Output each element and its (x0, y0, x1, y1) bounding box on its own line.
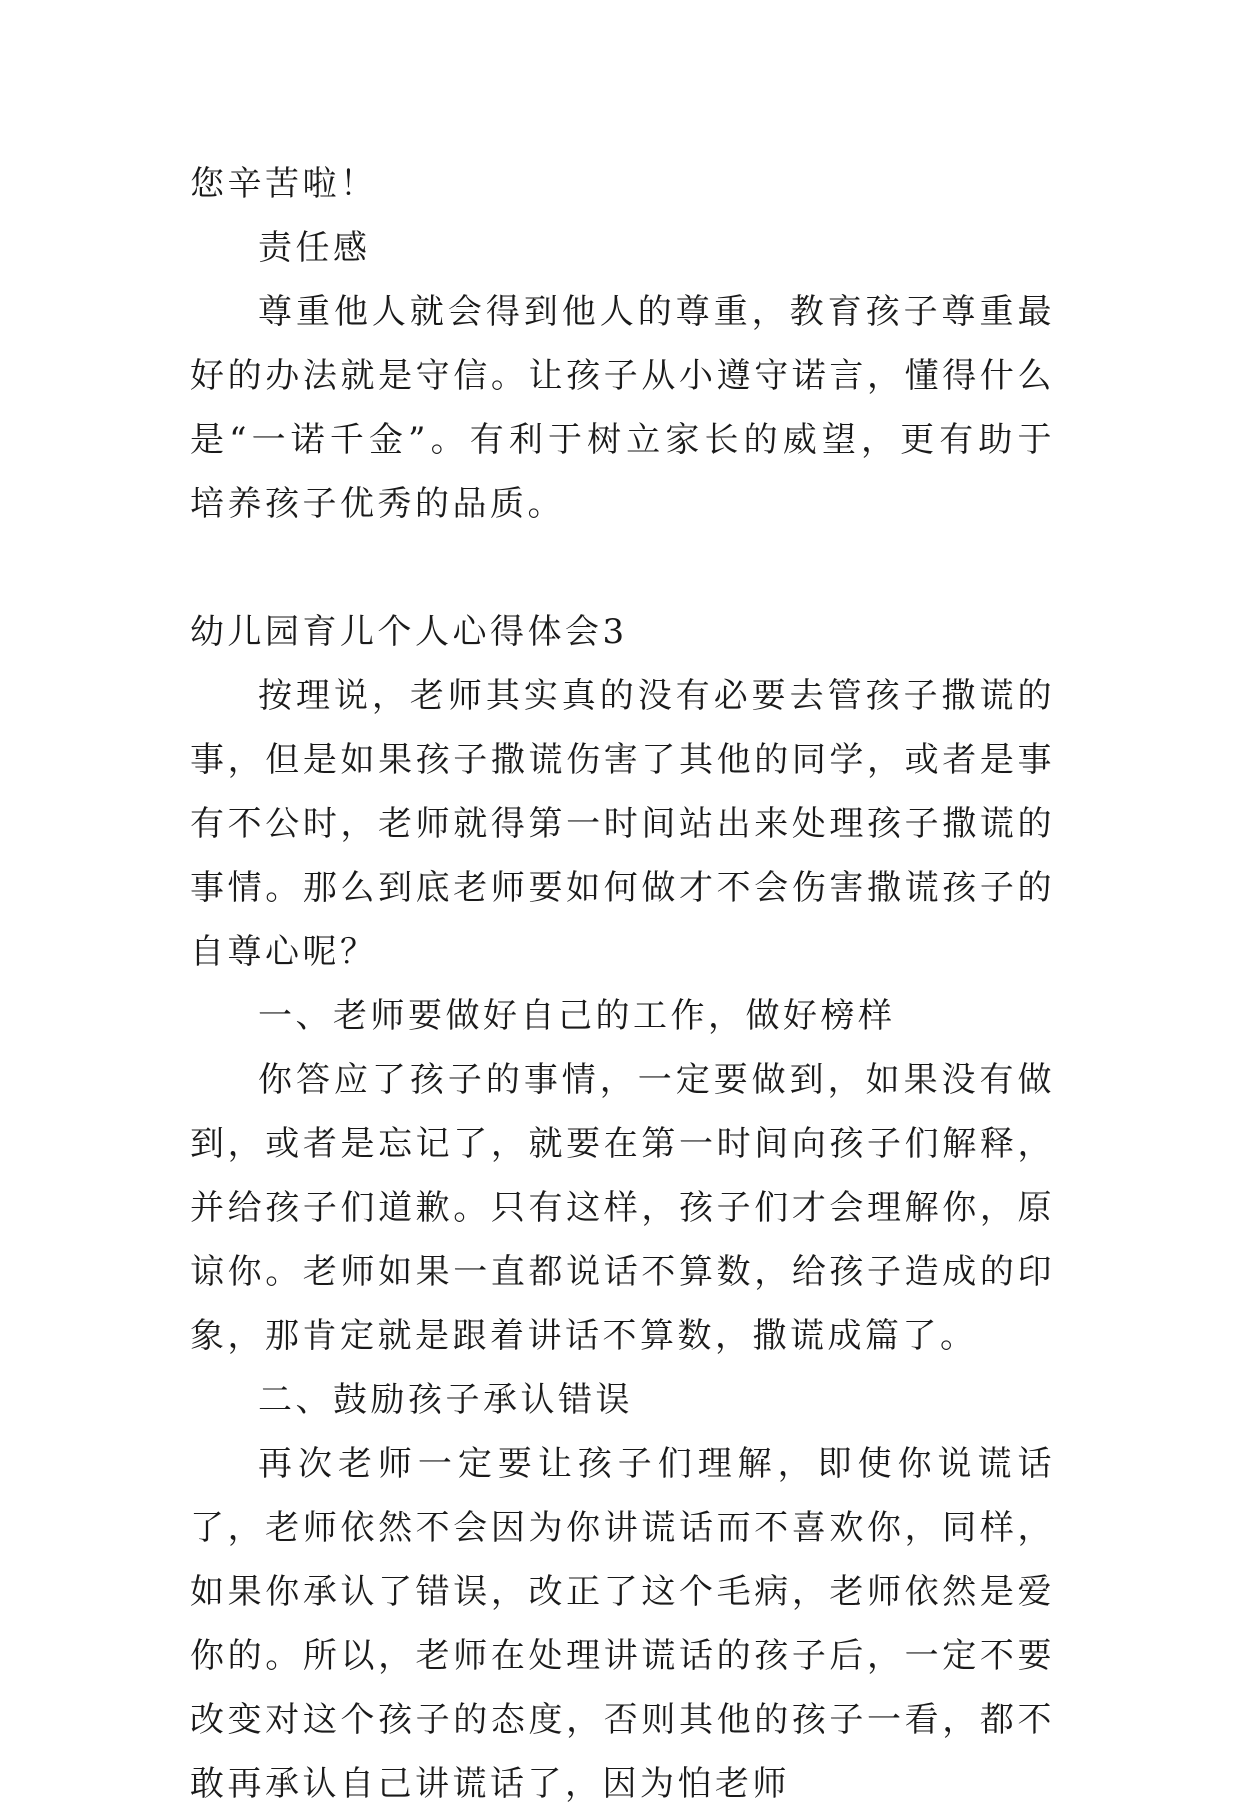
paragraph-intro: 按理说，老师其实真的没有必要去管孩子撒谎的事，但是如果孩子撒谎伤害了其他的同学，或者是事有不公时，老师就得第一时间站出来处理孩子撒谎的事情。那么到底老师要如何做才不会伤害撒谎孩子的自尊心呢？ (190, 676, 1055, 972)
paragraph-section-2: 再次老师一定要让孩子们理解，即使你说谎话了，老师依然不会因为你讲谎话而不喜欢你，同样，如果你承认了错误，改正了这个毛病，老师依然是爱你的。所以，老师在处理讲谎话的孩子后，一定不要改变对这个孩子的态度，否则其他的孩子一看，都不敢再承认自己讲谎话了，因为怕老师 (190, 1444, 1055, 1804)
closing-line: 您辛苦啦！ (190, 164, 378, 204)
document-body (190, 152, 1055, 1816)
section-heading-responsibility: 责任感 (258, 228, 371, 268)
paragraph-section-1: 你答应了孩子的事情，一定要做到，如果没有做到，或者是忘记了，就要在第一时间向孩子们解释，并给孩子们道歉。只有这样，孩子们才会理解你，原谅你。老师如果一直都说话不算数，给孩子造成的印象，那肯定就是跟着讲话不算数，撒谎成篇了。 (190, 1060, 1055, 1356)
section-heading-2: 二、鼓励孩子承认错误 (258, 1380, 633, 1420)
paragraph-respect: 尊重他人就会得到他人的尊重，教育孩子尊重最好的办法就是守信。让孩子从小遵守诺言，懂得什么是“一诺千金”。有利于树立家长的威望，更有助于培养孩子优秀的品质。 (190, 292, 1055, 524)
article-title: 幼儿园育儿个人心得体会3 (190, 612, 628, 652)
section-heading-1: 一、老师要做好自己的工作，做好榜样 (258, 996, 896, 1036)
spacer (190, 536, 1055, 600)
